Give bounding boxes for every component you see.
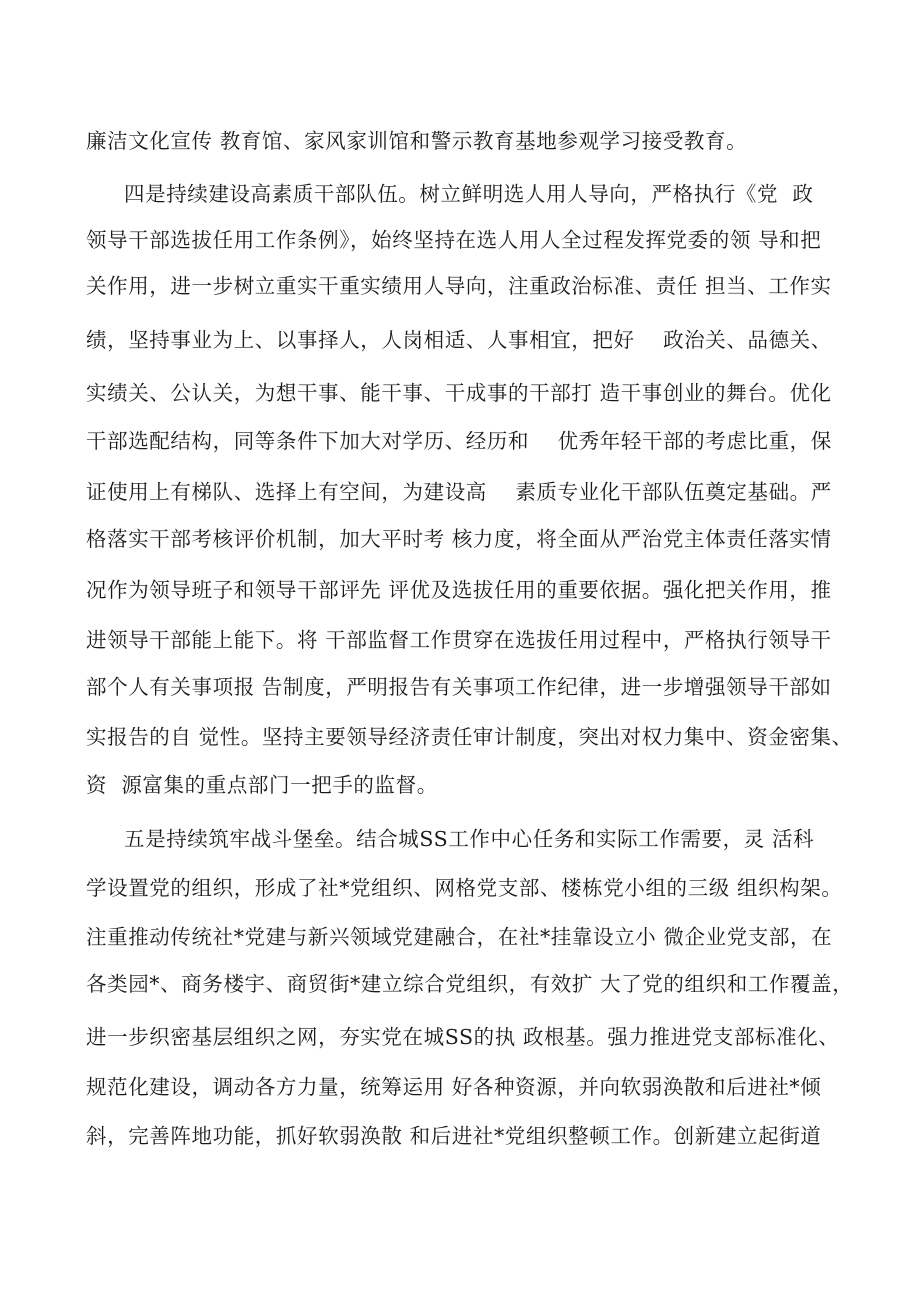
paragraph-3-line-6: 规范化建设，调动各方力量，统筹运用 好各种资源，并向软弱涣散和后进社*倾 (86, 1075, 822, 1099)
paragraph-2-line-10: 进领导干部能上能下。将 干部监督工作贯穿在选拔任用过程中，严格执行领导干 (86, 628, 832, 652)
paragraph-3-line-2: 学设置党的组织，形成了社*党组织、网格党支部、楼栋党小组的三级 组织构架。 (86, 876, 843, 900)
paragraph-3-line-3: 注重推动传统社*党建与新兴领域党建融合，在社*挂靠设立小 微企业党支部，在 (86, 925, 833, 949)
paragraph-2-line-5: 实绩关、公认关，为想干事、能干事、干成事的干部打 造干事创业的舞台。优化 (86, 381, 832, 405)
paragraph-2-line-2: 领导干部选拔任用工作条例》，始终坚持在选人用人全过程发挥党委的领 导和把 (86, 228, 822, 252)
paragraph-2-line-6: 干部选配结构，同等条件下加大对学历、经历和 优秀年轻干部的考虑比重，保 (86, 429, 832, 453)
paragraph-1-line-1: 廉洁文化宣传 教育馆、家风家训馆和警示教育基地参观学习接受教育。 (86, 129, 748, 153)
paragraph-3-line-1: 五是持续筑牢战斗堡垒。结合城SS工作中心任务和实际工作需要，灵 活科 (124, 827, 815, 851)
paragraph-2-line-13: 资 源富集的重点部门一把手的监督。 (86, 773, 438, 797)
paragraph-2-line-12: 实报告的自 觉性。坚持主要领导经济责任审计制度，突出对权力集中、资金密集、 (86, 725, 853, 749)
paragraph-2-line-11: 部个人有关事项报 告制度，严明报告有关事项工作纪律，进一步增强领导干部如 (86, 675, 832, 699)
paragraph-2-line-9: 况作为领导班子和领导干部评先 评优及选拔任用的重要依据。强化把关作用，推 (86, 578, 832, 602)
paragraph-2-line-4: 绩，坚持事业为上、以事择人，人岗相适、人事相宜，把好 政治关、品德关、 (86, 328, 832, 352)
paragraph-2-line-8: 格落实干部考核评价机制，加大平时考 核力度，将全面从严治党主体责任落实情 (86, 527, 832, 551)
paragraph-3-line-4: 各类园*、商务楼宇、商贸街*建立综合党组织，有效扩 大了党的组织和工作覆盖， (86, 972, 854, 996)
paragraph-2-line-1: 四是持续建设高素质干部队伍。树立鲜明选人用人导向，严格执行《党 政 (124, 182, 814, 206)
paragraph-3-line-7: 斜，完善阵地功能，抓好软弱涣散 和后进社*党组织整顿工作。创新建立起街道 (86, 1124, 822, 1148)
paragraph-2-line-7: 证使用上有梯队、选择上有空间，为建设高 素质专业化干部队伍奠定基础。严 (86, 480, 832, 504)
paragraph-3-line-5: 进一步织密基层组织之网，夯实党在城SS的执 政根基。强力推进党支部标准化、 (86, 1025, 840, 1049)
paragraph-2-line-3: 关作用，进一步树立重实干重实绩用人导向，注重政治标准、责任 担当、工作实 (86, 274, 832, 298)
